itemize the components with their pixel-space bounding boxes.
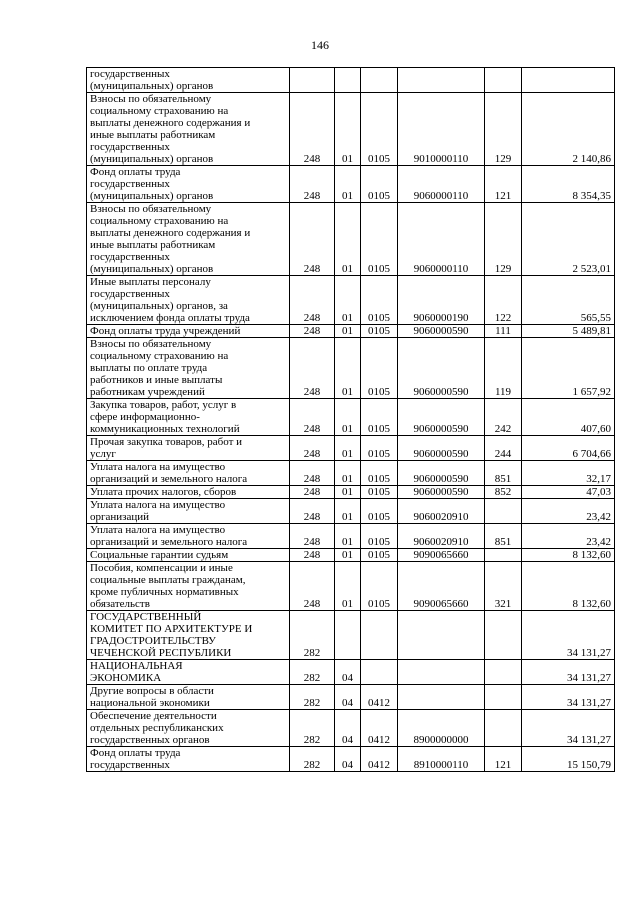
expense-type-code-cell: 111 <box>485 325 522 338</box>
ministry-code-cell: 248 <box>290 499 335 524</box>
subsection-code-cell: 0105 <box>361 461 398 486</box>
section-code-cell: 01 <box>335 461 361 486</box>
section-code-cell <box>335 68 361 93</box>
subsection-code-cell: 0412 <box>361 747 398 772</box>
ministry-code-cell: 248 <box>290 549 335 562</box>
expense-name-cell: Социальные гарантии судьям <box>87 549 290 562</box>
expense-type-code-cell: 242 <box>485 399 522 436</box>
expense-type-code-cell: 129 <box>485 93 522 166</box>
expense-name-cell: Взносы по обязательному социальному страхованию на выплаты по оплате труда работников и иные выплаты работникам учреждений <box>87 338 290 399</box>
target-item-code-cell: 9010000110 <box>398 93 485 166</box>
target-item-code-cell: 9060020910 <box>398 524 485 549</box>
table-row <box>87 660 615 685</box>
section-code-cell: 01 <box>335 338 361 399</box>
expense-name-cell: Закупка товаров, работ, услуг в сфере информационно- коммуникационных технологий <box>87 399 290 436</box>
ministry-code-cell: 248 <box>290 562 335 611</box>
expense-name-cell: Взносы по обязательному социальному страхованию на выплаты денежного содержания и иные выплаты работникам государственных (муниципальных) органов <box>87 93 290 166</box>
target-item-code-cell: 9060000590 <box>398 338 485 399</box>
ministry-code-cell: 282 <box>290 747 335 772</box>
ministry-code-cell <box>290 68 335 93</box>
ministry-code-cell: 248 <box>290 93 335 166</box>
expense-name-cell: государственных (муниципальных) органов <box>87 68 290 93</box>
subsection-code-cell: 0105 <box>361 499 398 524</box>
expense-type-code-cell: 851 <box>485 461 522 486</box>
target-item-code-cell: 9060000590 <box>398 399 485 436</box>
table-row <box>87 524 615 549</box>
target-item-code-cell: 9090065660 <box>398 562 485 611</box>
expense-name-cell: Фонд оплаты труда государственных <box>87 747 290 772</box>
subsection-code-cell: 0105 <box>361 93 398 166</box>
section-code-cell: 01 <box>335 562 361 611</box>
section-code-cell: 01 <box>335 203 361 276</box>
target-item-code-cell: 9060000590 <box>398 325 485 338</box>
expense-type-code-cell <box>485 68 522 93</box>
target-item-code-cell: 8910000110 <box>398 747 485 772</box>
subsection-code-cell <box>361 611 398 660</box>
subsection-code-cell <box>361 660 398 685</box>
expense-type-code-cell: 119 <box>485 338 522 399</box>
section-code-cell: 01 <box>335 399 361 436</box>
ministry-code-cell: 282 <box>290 611 335 660</box>
subsection-code-cell: 0105 <box>361 325 398 338</box>
expense-type-code-cell <box>485 710 522 747</box>
section-code-cell: 01 <box>335 325 361 338</box>
table-row <box>87 747 615 772</box>
expense-name-cell: Фонд оплаты труда государственных (муниципальных) органов <box>87 166 290 203</box>
amount-cell: 8 132,60 <box>522 562 615 611</box>
expense-type-code-cell: 851 <box>485 524 522 549</box>
amount-cell: 34 131,27 <box>522 685 615 710</box>
ministry-code-cell: 248 <box>290 399 335 436</box>
section-code-cell: 01 <box>335 276 361 325</box>
target-item-code-cell: 9060020910 <box>398 499 485 524</box>
expense-type-code-cell: 121 <box>485 747 522 772</box>
expense-name-cell: Фонд оплаты труда учреждений <box>87 325 290 338</box>
ministry-code-cell: 282 <box>290 660 335 685</box>
amount-cell <box>522 68 615 93</box>
table-row <box>87 93 615 166</box>
subsection-code-cell: 0105 <box>361 486 398 499</box>
amount-cell: 565,55 <box>522 276 615 325</box>
amount-cell: 32,17 <box>522 461 615 486</box>
subsection-code-cell: 0105 <box>361 166 398 203</box>
table-body <box>87 68 615 772</box>
table-row <box>87 461 615 486</box>
subsection-code-cell: 0105 <box>361 436 398 461</box>
section-code-cell: 04 <box>335 747 361 772</box>
target-item-code-cell: 9060000590 <box>398 486 485 499</box>
expense-name-cell: Уплата налога на имущество организаций и земельного налога <box>87 524 290 549</box>
target-item-code-cell: 9060000110 <box>398 166 485 203</box>
ministry-code-cell: 282 <box>290 710 335 747</box>
target-item-code-cell <box>398 660 485 685</box>
section-code-cell: 01 <box>335 166 361 203</box>
expense-name-cell: Обеспечение деятельности отдельных республиканских государственных органов <box>87 710 290 747</box>
section-code-cell <box>335 611 361 660</box>
table-row <box>87 399 615 436</box>
table-row <box>87 68 615 93</box>
page-number: 146 <box>311 38 329 52</box>
subsection-code-cell: 0105 <box>361 276 398 325</box>
target-item-code-cell: 9060000110 <box>398 203 485 276</box>
target-item-code-cell: 9060000190 <box>398 276 485 325</box>
expense-name-cell: Взносы по обязательному социальному страхованию на выплаты денежного содержания и иные выплаты работникам государственных (муниципальных) органов <box>87 203 290 276</box>
budget-table <box>86 67 615 772</box>
table-row <box>87 486 615 499</box>
target-item-code-cell: 9060000590 <box>398 461 485 486</box>
expense-type-code-cell <box>485 611 522 660</box>
subsection-code-cell: 0105 <box>361 524 398 549</box>
amount-cell: 5 489,81 <box>522 325 615 338</box>
section-code-cell: 01 <box>335 524 361 549</box>
amount-cell: 2 523,01 <box>522 203 615 276</box>
expense-name-cell: Иные выплаты персоналу государственных (муниципальных) органов, за исключением фонда оплаты труда <box>87 276 290 325</box>
expense-type-code-cell: 244 <box>485 436 522 461</box>
section-code-cell: 01 <box>335 549 361 562</box>
expense-name-cell: Уплата налога на имущество организаций <box>87 499 290 524</box>
table-row <box>87 562 615 611</box>
expense-type-code-cell <box>485 660 522 685</box>
subsection-code-cell: 0105 <box>361 399 398 436</box>
target-item-code-cell: 9060000590 <box>398 436 485 461</box>
expense-type-code-cell <box>485 685 522 710</box>
amount-cell: 15 150,79 <box>522 747 615 772</box>
ministry-code-cell: 248 <box>290 486 335 499</box>
expense-type-code-cell: 129 <box>485 203 522 276</box>
section-code-cell: 04 <box>335 685 361 710</box>
ministry-code-cell: 248 <box>290 203 335 276</box>
ministry-code-cell: 248 <box>290 461 335 486</box>
ministry-code-cell: 248 <box>290 325 335 338</box>
target-item-code-cell <box>398 68 485 93</box>
amount-cell: 1 657,92 <box>522 338 615 399</box>
expense-name-cell: Другие вопросы в области национальной экономики <box>87 685 290 710</box>
amount-cell: 23,42 <box>522 499 615 524</box>
table-row <box>87 685 615 710</box>
ministry-code-cell: 248 <box>290 436 335 461</box>
expense-name-cell: Уплата прочих налогов, сборов <box>87 486 290 499</box>
expense-name-cell: НАЦИОНАЛЬНАЯ ЭКОНОМИКА <box>87 660 290 685</box>
table-row <box>87 166 615 203</box>
subsection-code-cell: 0412 <box>361 685 398 710</box>
amount-cell: 8 354,35 <box>522 166 615 203</box>
amount-cell: 34 131,27 <box>522 611 615 660</box>
table-row <box>87 710 615 747</box>
section-code-cell: 01 <box>335 436 361 461</box>
expense-type-code-cell: 321 <box>485 562 522 611</box>
table-row <box>87 549 615 562</box>
expense-name-cell: Пособия, компенсации и иные социальные выплаты гражданам, кроме публичных нормативных обязательств <box>87 562 290 611</box>
amount-cell: 8 132,60 <box>522 549 615 562</box>
section-code-cell: 04 <box>335 710 361 747</box>
amount-cell: 2 140,86 <box>522 93 615 166</box>
expense-name-cell: ГОСУДАРСТВЕННЫЙ КОМИТЕТ ПО АРХИТЕКТУРЕ И ГРАДОСТРОИТЕЛЬСТВУ ЧЕЧЕНСКОЙ РЕСПУБЛИКИ <box>87 611 290 660</box>
ministry-code-cell: 248 <box>290 524 335 549</box>
subsection-code-cell <box>361 68 398 93</box>
amount-cell: 407,60 <box>522 399 615 436</box>
ministry-code-cell: 248 <box>290 166 335 203</box>
target-item-code-cell <box>398 611 485 660</box>
table-row <box>87 338 615 399</box>
subsection-code-cell: 0105 <box>361 549 398 562</box>
target-item-code-cell: 9090065660 <box>398 549 485 562</box>
subsection-code-cell: 0412 <box>361 710 398 747</box>
ministry-code-cell: 248 <box>290 276 335 325</box>
target-item-code-cell <box>398 685 485 710</box>
expense-type-code-cell <box>485 499 522 524</box>
amount-cell: 47,03 <box>522 486 615 499</box>
section-code-cell: 01 <box>335 486 361 499</box>
section-code-cell: 01 <box>335 93 361 166</box>
subsection-code-cell: 0105 <box>361 562 398 611</box>
table-row <box>87 276 615 325</box>
subsection-code-cell: 0105 <box>361 338 398 399</box>
section-code-cell: 01 <box>335 499 361 524</box>
expense-type-code-cell: 122 <box>485 276 522 325</box>
table-row <box>87 203 615 276</box>
ministry-code-cell: 282 <box>290 685 335 710</box>
expense-type-code-cell <box>485 549 522 562</box>
amount-cell: 23,42 <box>522 524 615 549</box>
expense-type-code-cell: 852 <box>485 486 522 499</box>
expense-name-cell: Прочая закупка товаров, работ и услуг <box>87 436 290 461</box>
ministry-code-cell: 248 <box>290 338 335 399</box>
expense-name-cell: Уплата налога на имущество организаций и земельного налога <box>87 461 290 486</box>
target-item-code-cell: 8900000000 <box>398 710 485 747</box>
table-row <box>87 499 615 524</box>
expense-type-code-cell: 121 <box>485 166 522 203</box>
subsection-code-cell: 0105 <box>361 203 398 276</box>
table-row <box>87 611 615 660</box>
table-row <box>87 436 615 461</box>
amount-cell: 34 131,27 <box>522 710 615 747</box>
table-row <box>87 325 615 338</box>
section-code-cell: 04 <box>335 660 361 685</box>
amount-cell: 6 704,66 <box>522 436 615 461</box>
amount-cell: 34 131,27 <box>522 660 615 685</box>
